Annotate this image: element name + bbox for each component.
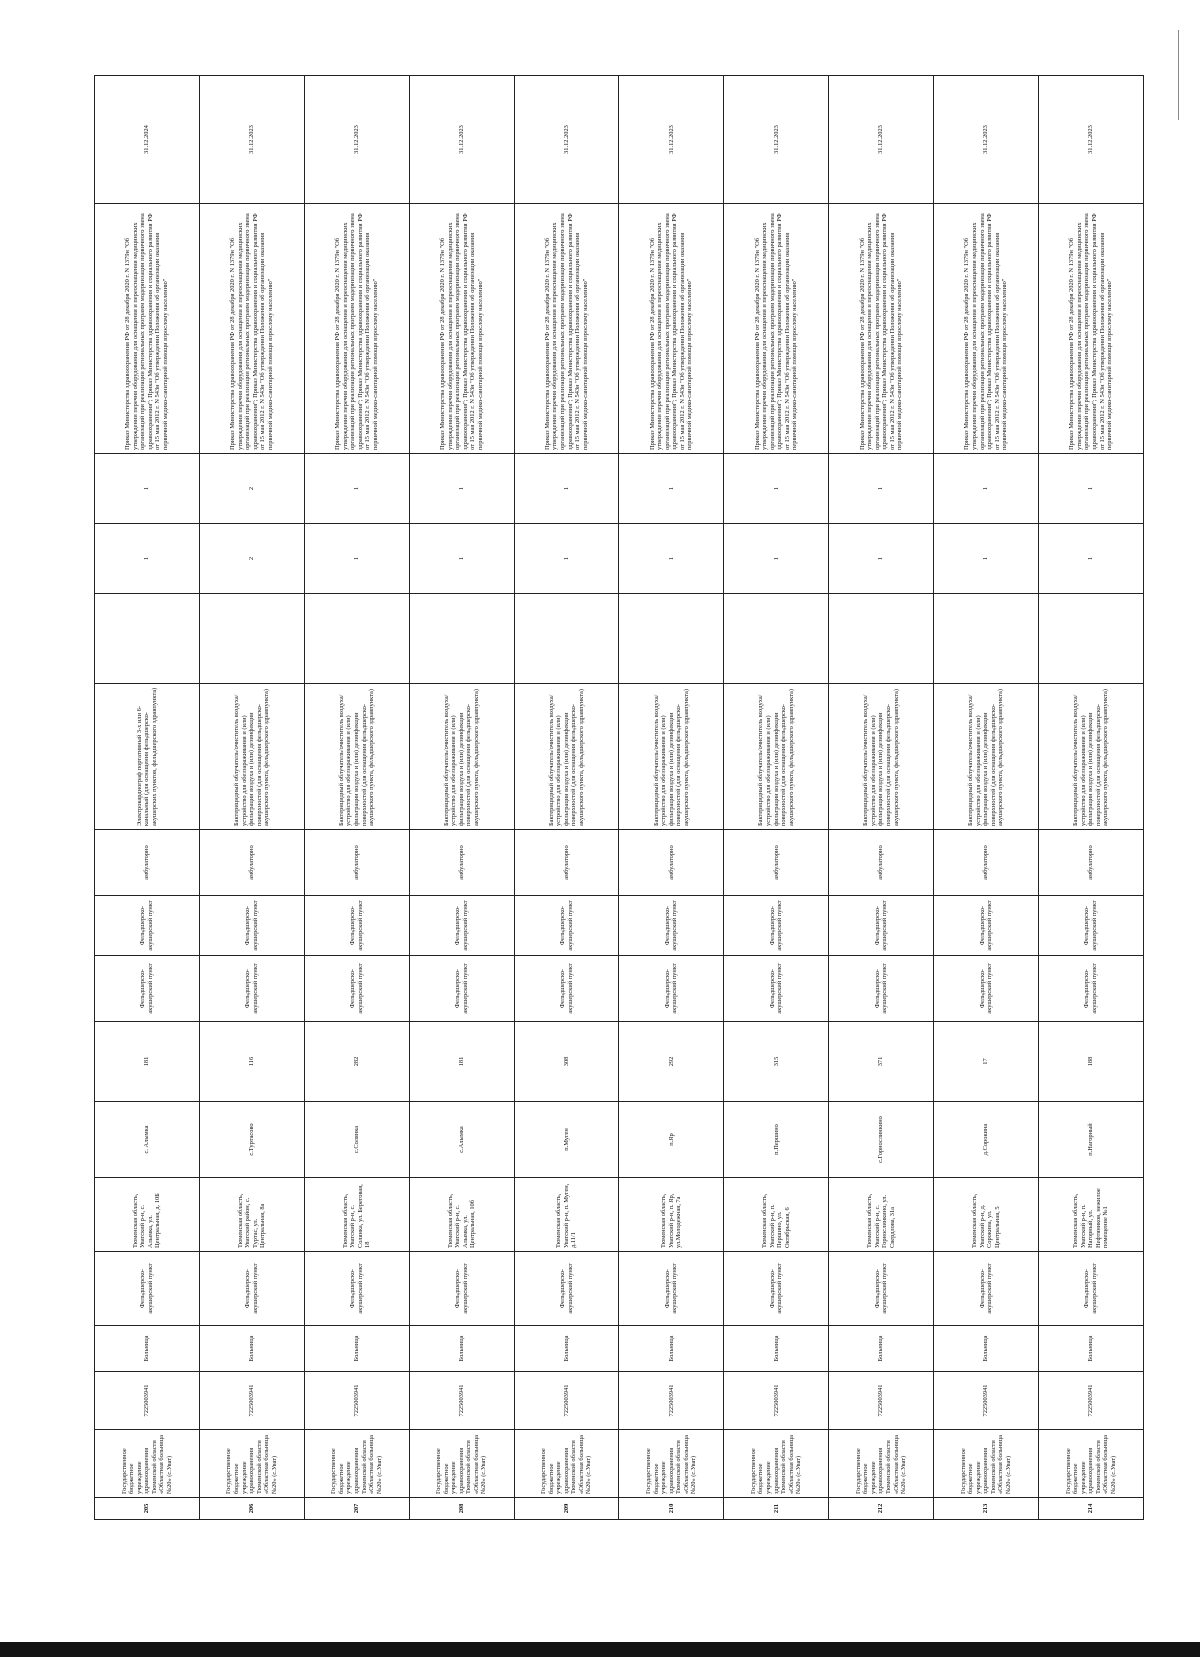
subdivision-name: Фельдшерско-акушерский пункт (304, 956, 409, 1022)
organization-type: Больница (514, 1326, 619, 1372)
settlement-name: с.Туртасово (199, 1102, 304, 1178)
subdivision-name: Фельдшерско-акушерский пункт (724, 956, 829, 1022)
settlement-name: п.Першино (724, 1102, 829, 1178)
regulatory-basis: Приказ Министерства здравоохранения РФ от 28 декабря 2020 г. N 1379н "Об утверждении перечня оборудования для оснащения и переоснащения медицинских организаций при реализации региональных программ модернизации первичного звена здравоохранения"; Приказ Министерства здравоохранения и социального развития РФ от 15 мая 2012 г. N 543н "Об утверждении Положения об организации оказания первичной медико-санитарной помощи взрослому населению" (199, 204, 304, 454)
facility-address: Тюменская область, Уватский р-н, п. Першино, ул. Октябрьская, 6 (724, 1178, 829, 1252)
scan-bottom-band (0, 1642, 1200, 1657)
organization-name: Государственное бюджетное учреждение здравоохранения Тюменской области «Областная больница №20» (с.Уват) (409, 1430, 514, 1498)
equipment-name: Бактерицидный облучатель/очиститель воздуха/устройство для обеззараживания и (или) фильтрации воздуха и (или) дезинфекции поверхностей (для оснащения фельдшерско-акушерского пункта, фельдшерского здравпункта) (409, 684, 514, 830)
organization-type: Больница (934, 1326, 1039, 1372)
subdivision-name: Фельдшерско-акушерский пункт (934, 956, 1039, 1022)
organization-name: Государственное бюджетное учреждение здравоохранения Тюменской области «Областная больница №20» (с.Уват) (619, 1430, 724, 1498)
subdivision-type: Фельдшерско-акушерский пункт (724, 896, 829, 956)
facility-address: Тюменская область, Уватский р-н, п. Муген, д.11/1 (514, 1178, 619, 1252)
subdivision-type: Фельдшерско-акушерский пункт (304, 896, 409, 956)
population-count: 315 (724, 1022, 829, 1102)
facility-address: Тюменская область, Уватский р-н, с. Солянка, ул. Береговая, 18 (304, 1178, 409, 1252)
deadline-date: 31.12.2023 (934, 76, 1039, 204)
inn-code: 7225003941 (619, 1372, 724, 1430)
quantity-required: 1 (724, 524, 829, 594)
facility-address: Тюменская область, Уватский р-н, п. Нагорный, ул. Нефтяников, нежилое помещение №1 (1039, 1178, 1144, 1252)
population-count: 188 (1039, 1022, 1144, 1102)
organization-type: Больница (95, 1326, 200, 1372)
inn-code: 7225003941 (1039, 1372, 1144, 1430)
facility-name: Фельдшерско-акушерский пункт (199, 1252, 304, 1326)
inn-code: 7225003941 (304, 1372, 409, 1430)
regulatory-basis: Приказ Министерства здравоохранения РФ от 28 декабря 2020 г. N 1379н "Об утверждении перечня оборудования для оснащения и переоснащения медицинских организаций при реализации региональных программ модернизации первичного звена здравоохранения"; Приказ Министерства здравоохранения и социального развития РФ от 15 мая 2012 г. N 543н "Об утверждении Положения об организации оказания первичной медико-санитарной помощи взрослому населению" (619, 204, 724, 454)
deadline-date: 31.12.2023 (724, 76, 829, 204)
settlement-name: п.Нагорный (1039, 1102, 1144, 1178)
regulatory-basis: Приказ Министерства здравоохранения РФ от 28 декабря 2020 г. N 1379н "Об утверждении перечня оборудования для оснащения и переоснащения медицинских организаций при реализации региональных программ модернизации первичного звена здравоохранения"; Приказ Министерства здравоохранения и социального развития РФ от 15 мая 2012 г. N 543н "Об утверждении Положения об организации оказания первичной медико-санитарной помощи взрослому населению" (409, 204, 514, 454)
population-count: 308 (514, 1022, 619, 1102)
facility-name: Фельдшерско-акушерский пункт (514, 1252, 619, 1326)
subdivision-name: Фельдшерско-акушерский пункт (829, 956, 934, 1022)
facility-address: Тюменская область, Уватский р-н, п. Яр, ул.Молодежная, 7а (619, 1178, 724, 1252)
empty-cell (934, 594, 1039, 684)
row-number: 213 (934, 1498, 1039, 1520)
quantity-required: 1 (95, 524, 200, 594)
organization-type: Больница (409, 1326, 514, 1372)
facility-name: Фельдшерско-акушерский пункт (304, 1252, 409, 1326)
quantity-planned: 1 (619, 454, 724, 524)
quantity-required: 1 (934, 524, 1039, 594)
quantity-required: 2 (199, 524, 304, 594)
organization-name: Государственное бюджетное учреждение здравоохранения Тюменской области «Областная больница №20» (с.Уват) (829, 1430, 934, 1498)
subdivision-name: Фельдшерско-акушерский пункт (514, 956, 619, 1022)
facility-name: Фельдшерско-акушерский пункт (829, 1252, 934, 1326)
population-count: 116 (199, 1022, 304, 1102)
quantity-planned: 1 (514, 454, 619, 524)
subdivision-name: Фельдшерско-акушерский пункт (95, 956, 200, 1022)
quantity-required: 1 (409, 524, 514, 594)
facility-name: Фельдшерско-акушерский пункт (1039, 1252, 1144, 1326)
deadline-date: 31.12.2024 (95, 76, 200, 204)
table-row (724, 76, 829, 1520)
table-row (619, 76, 724, 1520)
inn-code: 7225003941 (199, 1372, 304, 1430)
regulatory-basis: Приказ Министерства здравоохранения РФ от 28 декабря 2020 г. N 1379н "Об утверждении перечня оборудования для оснащения и переоснащения медицинских организаций при реализации региональных программ модернизации первичного звена здравоохранения"; Приказ Министерства здравоохранения и социального развития РФ от 15 мая 2012 г. N 543н "Об утверждении Положения об организации оказания первичной медико-санитарной помощи взрослому населению" (514, 204, 619, 454)
subdivision-type: Фельдшерско-акушерский пункт (1039, 896, 1144, 956)
table-row (514, 76, 619, 1520)
population-count: 17 (934, 1022, 1039, 1102)
table-row (409, 76, 514, 1520)
inn-code: 7225003941 (409, 1372, 514, 1430)
settlement-name: с. Алымка (95, 1102, 200, 1178)
row-number: 209 (514, 1498, 619, 1520)
care-condition: амбулаторно (304, 830, 409, 896)
table-row (1039, 76, 1144, 1520)
empty-cell (199, 594, 304, 684)
row-number: 206 (199, 1498, 304, 1520)
row-number: 212 (829, 1498, 934, 1520)
regulatory-basis: Приказ Министерства здравоохранения РФ от 28 декабря 2020 г. N 1379н "Об утверждении перечня оборудования для оснащения и переоснащения медицинских организаций при реализации региональных программ модернизации первичного звена здравоохранения"; Приказ Министерства здравоохранения и социального развития РФ от 15 мая 2012 г. N 543н "Об утверждении Положения об организации оказания первичной медико-санитарной помощи взрослому населению" (95, 204, 200, 454)
inn-code: 7225003941 (829, 1372, 934, 1430)
regulatory-basis: Приказ Министерства здравоохранения РФ от 28 декабря 2020 г. N 1379н "Об утверждении перечня оборудования для оснащения и переоснащения медицинских организаций при реализации региональных программ модернизации первичного звена здравоохранения"; Приказ Министерства здравоохранения и социального развития РФ от 15 мая 2012 г. N 543н "Об утверждении Положения об организации оказания первичной медико-санитарной помощи взрослому населению" (934, 204, 1039, 454)
subdivision-type: Фельдшерско-акушерский пункт (514, 896, 619, 956)
settlement-name: п.Муген (514, 1102, 619, 1178)
deadline-date: 31.12.2023 (829, 76, 934, 204)
equipment-name: Бактерицидный облучатель/очиститель воздуха/устройство для обеззараживания и (или) фильтрации воздуха и (или) дезинфекции поверхностей (для оснащения фельдшерско-акушерского пункта, фельдшерского здравпункта) (1039, 684, 1144, 830)
regulatory-basis: Приказ Министерства здравоохранения РФ от 28 декабря 2020 г. N 1379н "Об утверждении перечня оборудования для оснащения и переоснащения медицинских организаций при реализации региональных программ модернизации первичного звена здравоохранения"; Приказ Министерства здравоохранения и социального развития РФ от 15 мая 2012 г. N 543н "Об утверждении Положения об организации оказания первичной медико-санитарной помощи взрослому населению" (304, 204, 409, 454)
care-condition: амбулаторно (829, 830, 934, 896)
equipment-name: Бактерицидный облучатель/очиститель воздуха/устройство для обеззараживания и (или) фильтрации воздуха и (или) дезинфекции поверхностей (для оснащения фельдшерско-акушерского пункта, фельдшерского здравпункта) (514, 684, 619, 830)
facility-address: Тюменская область, Уватский р-н, с. Горнослинкино, ул. Свердлова, 31а (829, 1178, 934, 1252)
organization-type: Больница (199, 1326, 304, 1372)
subdivision-type: Фельдшерско-акушерский пункт (619, 896, 724, 956)
deadline-date: 31.12.2023 (304, 76, 409, 204)
care-condition: амбулаторно (409, 830, 514, 896)
regulatory-basis: Приказ Министерства здравоохранения РФ от 28 декабря 2020 г. N 1379н "Об утверждении перечня оборудования для оснащения и переоснащения медицинских организаций при реализации региональных программ модернизации первичного звена здравоохранения"; Приказ Министерства здравоохранения и социального развития РФ от 15 мая 2012 г. N 543н "Об утверждении Положения об организации оказания первичной медико-санитарной помощи взрослому населению" (724, 204, 829, 454)
settlement-name: д.Сорокина (934, 1102, 1039, 1178)
quantity-planned: 2 (199, 454, 304, 524)
quantity-planned: 1 (304, 454, 409, 524)
quantity-planned: 1 (1039, 454, 1144, 524)
subdivision-type: Фельдшерско-акушерский пункт (829, 896, 934, 956)
empty-cell (95, 594, 200, 684)
settlement-name: с.Горнослинкино (829, 1102, 934, 1178)
deadline-date: 31.12.2023 (619, 76, 724, 204)
subdivision-name: Фельдшерско-акушерский пункт (619, 956, 724, 1022)
subdivision-type: Фельдшерско-акушерский пункт (199, 896, 304, 956)
inn-code: 7225003941 (934, 1372, 1039, 1430)
equipment-name: Бактерицидный облучатель/очиститель воздуха/устройство для обеззараживания и (или) фильтрации воздуха и (или) дезинфекции поверхностей (для оснащения фельдшерско-акушерского пункта, фельдшерского здравпункта) (829, 684, 934, 830)
table-row (199, 76, 304, 1520)
empty-cell (619, 594, 724, 684)
quantity-required: 1 (304, 524, 409, 594)
empty-cell (724, 594, 829, 684)
inn-code: 7225003941 (514, 1372, 619, 1430)
organization-type: Больница (829, 1326, 934, 1372)
organization-name: Государственное бюджетное учреждение здравоохранения Тюменской области «Областная больница №20» (с.Уват) (1039, 1430, 1144, 1498)
empty-cell (514, 594, 619, 684)
deadline-date: 31.12.2023 (1039, 76, 1144, 204)
inn-code: 7225003941 (95, 1372, 200, 1430)
equipment-register-table (94, 75, 1144, 1520)
organization-type: Больница (1039, 1326, 1144, 1372)
organization-name: Государственное бюджетное учреждение здравоохранения Тюменской области «Областная больница №20» (с.Уват) (95, 1430, 200, 1498)
quantity-required: 1 (514, 524, 619, 594)
facility-address: Тюменская область, Уватский р-н, с. Алымка, ул. Центральная, 10б (409, 1178, 514, 1252)
quantity-planned: 1 (934, 454, 1039, 524)
facility-name: Фельдшерско-акушерский пункт (619, 1252, 724, 1326)
row-number: 211 (724, 1498, 829, 1520)
organization-name: Государственное бюджетное учреждение здравоохранения Тюменской области «Областная больница №20» (с.Уват) (199, 1430, 304, 1498)
regulatory-basis: Приказ Министерства здравоохранения РФ от 28 декабря 2020 г. N 1379н "Об утверждении перечня оборудования для оснащения и переоснащения медицинских организаций при реализации региональных программ модернизации первичного звена здравоохранения"; Приказ Министерства здравоохранения и социального развития РФ от 15 мая 2012 г. N 543н "Об утверждении Положения об организации оказания первичной медико-санитарной помощи взрослому населению" (1039, 204, 1144, 454)
empty-cell (1039, 594, 1144, 684)
inn-code: 7225003941 (724, 1372, 829, 1430)
facility-address: Тюменская область, Уватский р-н, д. Сорокина, ул. Центральная, 5 (934, 1178, 1039, 1252)
quantity-planned: 1 (829, 454, 934, 524)
deadline-date: 31.12.2023 (199, 76, 304, 204)
care-condition: амбулаторно (934, 830, 1039, 896)
rotated-table-container (94, 96, 1144, 1520)
organization-name: Государственное бюджетное учреждение здравоохранения Тюменской области «Областная больница №20» (с.Уват) (724, 1430, 829, 1498)
equipment-name: Бактерицидный облучатель/очиститель воздуха/устройство для обеззараживания и (или) фильтрации воздуха и (или) дезинфекции поверхностей (для оснащения фельдшерско-акушерского пункта, фельдшерского здравпункта) (304, 684, 409, 830)
subdivision-name: Фельдшерско-акушерский пункт (1039, 956, 1144, 1022)
facility-address: Тюменская область, Уватский район, с. Туртас, ул. Центральная, 8а (199, 1178, 304, 1252)
row-number: 214 (1039, 1498, 1144, 1520)
settlement-name: п.Яр (619, 1102, 724, 1178)
care-condition: амбулаторно (1039, 830, 1144, 896)
quantity-planned: 1 (95, 454, 200, 524)
quantity-planned: 1 (409, 454, 514, 524)
quantity-planned: 1 (724, 454, 829, 524)
document-page (94, 96, 1144, 1520)
care-condition: амбулаторно (619, 830, 724, 896)
empty-cell (409, 594, 514, 684)
facility-name: Фельдшерско-акушерский пункт (934, 1252, 1039, 1326)
subdivision-name: Фельдшерско-акушерский пункт (199, 956, 304, 1022)
equipment-name: Бактерицидный облучатель/очиститель воздуха/устройство для обеззараживания и (или) фильтрации воздуха и (или) дезинфекции поверхностей (для оснащения фельдшерско-акушерского пункта, фельдшерского здравпункта) (619, 684, 724, 830)
subdivision-type: Фельдшерско-акушерский пункт (409, 896, 514, 956)
row-number: 208 (409, 1498, 514, 1520)
deadline-date: 31.12.2023 (514, 76, 619, 204)
equipment-name: Электрокардиограф портативный 3-х или 6-канальный (для оснащения фельдшерско-акушерских пунктов, фельдшерского здравпункта) (95, 684, 200, 830)
equipment-name: Бактерицидный облучатель/очиститель воздуха/устройство для обеззараживания и (или) фильтрации воздуха и (или) дезинфекции поверхностей (для оснащения фельдшерско-акушерского пункта, фельдшерского здравпункта) (724, 684, 829, 830)
quantity-required: 1 (1039, 524, 1144, 594)
settlement-name: с.Солянка (304, 1102, 409, 1178)
subdivision-type: Фельдшерско-акушерский пункт (934, 896, 1039, 956)
empty-cell (829, 594, 934, 684)
facility-name: Фельдшерско-акушерский пункт (95, 1252, 200, 1326)
subdivision-name: Фельдшерско-акушерский пункт (409, 956, 514, 1022)
organization-name: Государственное бюджетное учреждение здравоохранения Тюменской области «Областная больница №20» (с.Уват) (514, 1430, 619, 1498)
organization-type: Больница (619, 1326, 724, 1372)
population-count: 371 (829, 1022, 934, 1102)
table-row (934, 76, 1039, 1520)
subdivision-type: Фельдшерско-акушерский пункт (95, 896, 200, 956)
care-condition: амбулаторно (95, 830, 200, 896)
scan-edge-line (1178, 30, 1179, 120)
deadline-date: 31.12.2023 (409, 76, 514, 204)
settlement-name: с.Алымка (409, 1102, 514, 1178)
regulatory-basis: Приказ Министерства здравоохранения РФ от 28 декабря 2020 г. N 1379н "Об утверждении перечня оборудования для оснащения и переоснащения медицинских организаций при реализации региональных программ модернизации первичного звена здравоохранения"; Приказ Министерства здравоохранения и социального развития РФ от 15 мая 2012 г. N 543н "Об утверждении Положения об организации оказания первичной медико-санитарной помощи взрослому населению" (829, 204, 934, 454)
organization-type: Больница (304, 1326, 409, 1372)
row-number: 205 (95, 1498, 200, 1520)
organization-name: Государственное бюджетное учреждение здравоохранения Тюменской области «Областная больница №20» (с.Уват) (934, 1430, 1039, 1498)
facility-name: Фельдшерско-акушерский пункт (724, 1252, 829, 1326)
equipment-name: Бактерицидный облучатель/очиститель воздуха/устройство для обеззараживания и (или) фильтрации воздуха и (или) дезинфекции поверхностей (для оснащения фельдшерско-акушерского пункта, фельдшерского здравпункта) (934, 684, 1039, 830)
population-count: 181 (95, 1022, 200, 1102)
care-condition: амбулаторно (514, 830, 619, 896)
facility-name: Фельдшерско-акушерский пункт (409, 1252, 514, 1326)
facility-address: Тюменская область, Уватский р-н, с. Алымка, ул. Центральная, д. 10Б (95, 1178, 200, 1252)
population-count: 181 (409, 1022, 514, 1102)
care-condition: амбулаторно (199, 830, 304, 896)
equipment-name: Бактерицидный облучатель/очиститель воздуха/устройство для обеззараживания и (или) фильтрации воздуха и (или) дезинфекции поверхностей (для оснащения фельдшерско-акушерского пункта, фельдшерского здравпункта) (199, 684, 304, 830)
row-number: 207 (304, 1498, 409, 1520)
organization-type: Больница (724, 1326, 829, 1372)
care-condition: амбулаторно (724, 830, 829, 896)
quantity-required: 1 (829, 524, 934, 594)
table-row (95, 76, 200, 1520)
population-count: 282 (304, 1022, 409, 1102)
quantity-required: 1 (619, 524, 724, 594)
row-number: 210 (619, 1498, 724, 1520)
table-row (829, 76, 934, 1520)
table-row (304, 76, 409, 1520)
population-count: 292 (619, 1022, 724, 1102)
empty-cell (304, 594, 409, 684)
organization-name: Государственное бюджетное учреждение здравоохранения Тюменской области «Областная больница №20» (с.Уват) (304, 1430, 409, 1498)
